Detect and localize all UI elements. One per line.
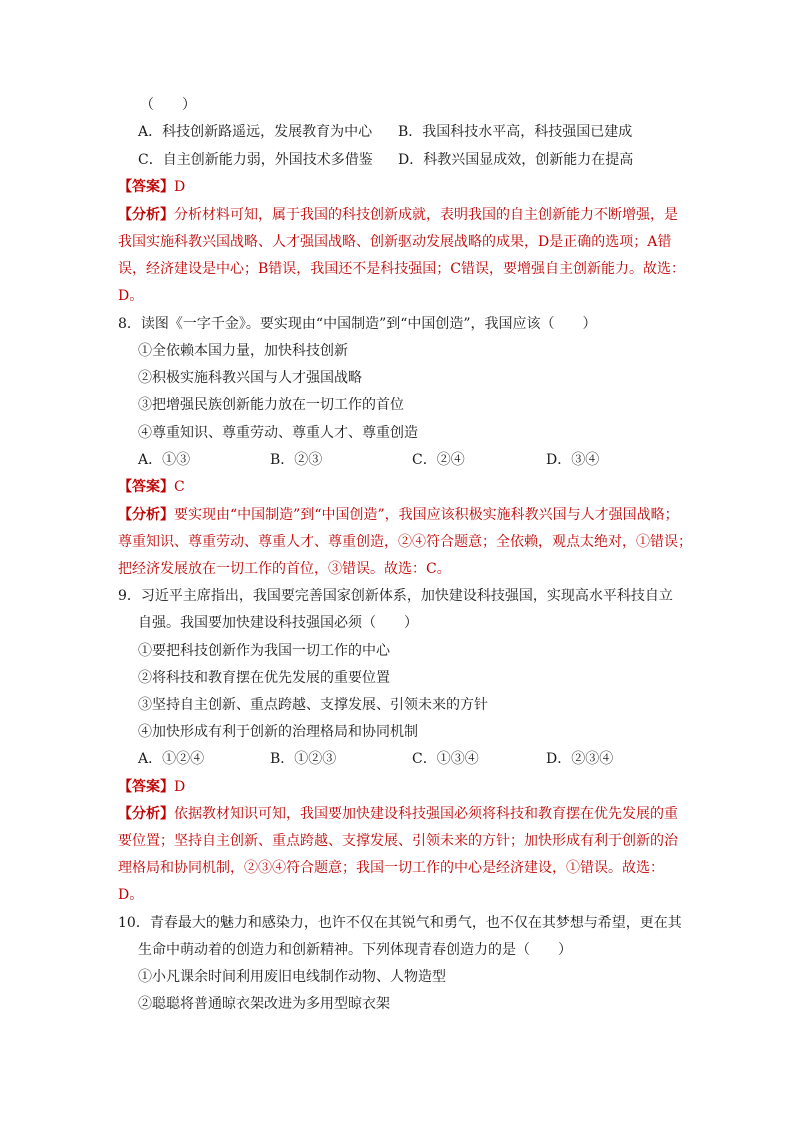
answer-value: D: [174, 179, 186, 195]
q9-analysis-line2: 要位置；坚持自主创新、重点跨越、支撑发展、引领未来的方针；加快形成有利于创新的治: [118, 833, 678, 849]
q9-analysis-line4: D。: [118, 887, 144, 903]
q8-option-a: A．①③: [138, 452, 191, 468]
answer-label: 【答案】: [118, 779, 174, 795]
q7-analysis-line4: D。: [118, 288, 144, 304]
analysis-text: 依据教材知识可知，我国要加快建设科技强国必须将科技和教育摆在优先发展的重: [174, 806, 678, 822]
q8-option-c: C．②④: [412, 452, 465, 468]
answer-value: D: [174, 779, 186, 795]
q8-stem: 8．读图《一字千金》。要实现由“中国制造”到“中国创造”，我国应该（ ）: [118, 316, 597, 332]
q9-item-1: ①要把科技创新作为我国一切工作的中心: [138, 643, 390, 659]
q10-stem-line2: 生命中萌动着的创造力和创新精神。下列体现青春创造力的是（ ）: [138, 942, 572, 958]
q9-stem-line1: 9．习近平主席指出，我国要完善国家创新体系，加快建设科技强国，实现高水平科技自立: [118, 588, 673, 604]
q9-option-d: D．②③④: [546, 751, 614, 767]
q8-answer: [118, 478, 185, 496]
analysis-text: 要实现由“中国制造”到“中国创造”，我国应该积极实施科教兴国与人才强国战略；: [174, 507, 679, 523]
q8-item-1: ①全依赖本国力量，加快科技创新: [138, 343, 348, 359]
q9-option-a: A．①②④: [138, 751, 205, 767]
answer-value: C: [174, 479, 185, 495]
q7-analysis-line3: 误，经济建设是中心；B错误，我国还不是科技强国；C错误，要增强自主创新能力。故选：: [118, 261, 685, 277]
q8-analysis-line1: [118, 506, 679, 524]
q9-answer: [118, 778, 185, 796]
q8-item-2: ②积极实施科教兴国与人才强国战略: [138, 370, 362, 386]
q7-answer: [118, 178, 185, 196]
q7-option-c: C．自主创新能力弱，外国技术多借鉴: [138, 152, 373, 168]
q10-item-2: ②聪聪将普通晾衣架改进为多用型晾衣架: [138, 996, 390, 1012]
q8-analysis-line3: 把经济发展放在一切工作的首位，③错误。故选：C。: [118, 561, 451, 577]
analysis-label: 【分析】: [118, 507, 174, 523]
q9-analysis-line3: 理格局和协同机制，②③④符合题意；我国一切工作的中心是经济建设，①错误。故选：: [118, 860, 664, 876]
q7-option-b: B．我国科技水平高，科技强国已建成: [398, 124, 633, 140]
q8-item-3: ③把增强民族创新能力放在一切工作的首位: [138, 397, 404, 413]
answer-label: 【答案】: [118, 479, 174, 495]
q8-item-4: ④尊重知识、尊重劳动、尊重人才、尊重创造: [138, 425, 418, 441]
q9-option-b: B．①②③: [270, 751, 337, 767]
q9-stem-line2: 自强。我国要加快建设科技强国必须（ ）: [138, 615, 418, 631]
q9-item-4: ④加快形成有利于创新的治理格局和协同机制: [138, 724, 418, 740]
q9-item-2: ②将科技和教育摆在优先发展的重要位置: [138, 670, 390, 686]
q7-option-a: A．科技创新路遥远，发展教育为中心: [138, 124, 373, 140]
answer-label: 【答案】: [118, 179, 174, 195]
q10-stem-line1: 10．青春最大的魅力和感染力，也许不仅在其锐气和勇气，也不仅在其梦想与希望，更在其: [118, 915, 682, 931]
analysis-label: 【分析】: [118, 806, 174, 822]
q9-item-3: ③坚持自主创新、重点跨越、支撑发展、引领未来的方针: [138, 697, 488, 713]
q8-option-b: B．②③: [270, 452, 323, 468]
q9-analysis-line1: [118, 805, 678, 823]
q7-option-d: D．科教兴国显成效，创新能力在提高: [398, 152, 634, 168]
q7-paren: （ ）: [140, 97, 196, 113]
analysis-label: 【分析】: [118, 207, 174, 223]
q8-option-d: D．③④: [546, 452, 600, 468]
q8-analysis-line2: 尊重知识、尊重劳动、尊重人才、尊重创造，②④符合题意；全依赖，观点太绝对，①错误；: [118, 534, 692, 550]
analysis-text: 分析材料可知，属于我国的科技创新成就，表明我国的自主创新能力不断增强，是: [174, 207, 678, 223]
q9-option-c: C．①③④: [412, 751, 479, 767]
q7-analysis-line2: 我国实施科教兴国战略、人才强国战略、创新驱动发展战略的成果，D是正确的选项；A错: [118, 234, 672, 250]
q7-analysis-line1: [118, 206, 678, 224]
q10-item-1: ①小凡课余时间利用废旧电线制作动物、人物造型: [138, 969, 446, 985]
